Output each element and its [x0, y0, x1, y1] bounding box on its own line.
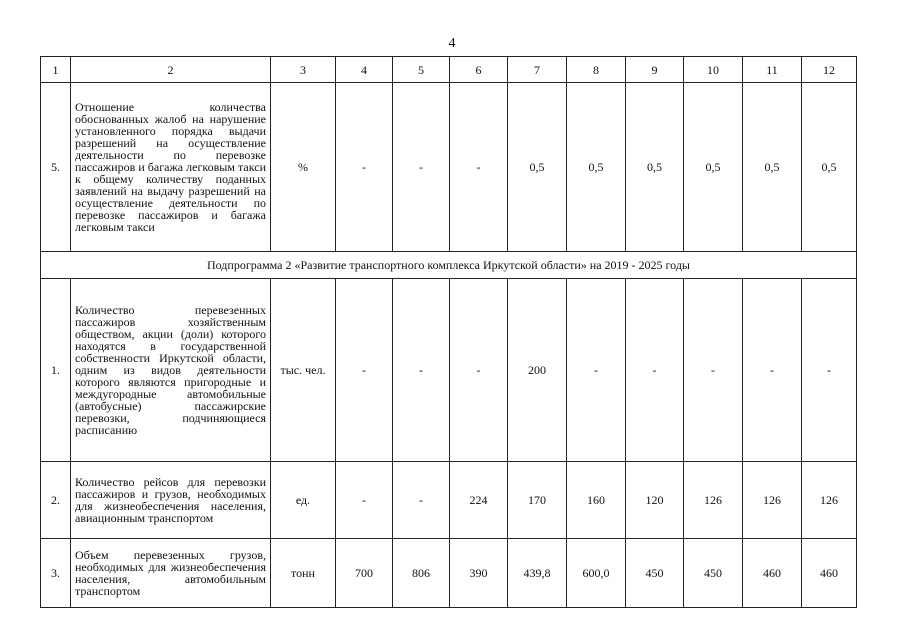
value-cell: 170 [508, 462, 567, 539]
subprogram-row [41, 252, 857, 279]
value-cell: 0,5 [626, 83, 684, 252]
column-header: 6 [450, 57, 508, 83]
value-cell: 120 [626, 462, 684, 539]
value-cell: 390 [450, 539, 508, 608]
value-cell: - [450, 83, 508, 252]
value-cell: - [450, 279, 508, 462]
column-number-row [41, 57, 857, 83]
value-cell: 460 [743, 539, 802, 608]
column-header: 2 [71, 57, 271, 83]
value-cell: 600,0 [567, 539, 626, 608]
value-cell: - [567, 279, 626, 462]
column-header: 11 [743, 57, 802, 83]
row-number: 5. [41, 83, 71, 252]
value-cell: - [684, 279, 743, 462]
column-header: 1 [41, 57, 71, 83]
value-cell: 0,5 [743, 83, 802, 252]
column-header: 5 [393, 57, 450, 83]
table-row [41, 83, 857, 252]
indicator-description: Количество перевезенных пассажиров хозяйственным обществом, акции (доли) которого находятся в государственной собственности Иркутской области, одним из видов деятельности которого являются пригородные и междугородные автомобильные (автобусные) пассажирские перевозки, подчиняющиеся расписанию [71, 279, 271, 462]
value-cell: 450 [684, 539, 743, 608]
value-cell: 126 [743, 462, 802, 539]
page-number: 4 [448, 36, 456, 51]
value-cell: 450 [626, 539, 684, 608]
row-number: 2. [41, 462, 71, 539]
value-cell: - [393, 83, 450, 252]
value-cell: - [336, 462, 393, 539]
subprogram-title: Подпрограмма 2 «Развитие транспортного комплекса Иркутской области» на 2019 - 2025 годы [41, 252, 857, 279]
value-cell: - [393, 462, 450, 539]
value-cell: - [802, 279, 857, 462]
column-header: 4 [336, 57, 393, 83]
indicator-description: Отношение количества обоснованных жалоб на нарушение установленного порядка выдачи разрешений на осуществление деятельности по перевозке пассажиров и багажа легковым такси к общему количеству поданных заявлений на выдачу разрешений на осуществление деятельности по перевозке пассажиров и багажа легковым такси [71, 83, 271, 252]
value-cell: 126 [802, 462, 857, 539]
unit-cell: тонн [271, 539, 336, 608]
value-cell: - [336, 83, 393, 252]
column-header: 7 [508, 57, 567, 83]
value-cell: - [626, 279, 684, 462]
value-cell: 0,5 [802, 83, 857, 252]
value-cell: 0,5 [508, 83, 567, 252]
value-cell: 224 [450, 462, 508, 539]
value-cell: 126 [684, 462, 743, 539]
table-row [41, 539, 857, 608]
indicator-description: Объем перевезенных грузов, необходимых для жизнеобеспечения населения, автомобильным транспортом [71, 539, 271, 608]
column-header: 12 [802, 57, 857, 83]
value-cell: 460 [802, 539, 857, 608]
column-header: 3 [271, 57, 336, 83]
indicator-description: Количество рейсов для перевозки пассажиров и грузов, необходимых для жизнеобеспечения населения, авиационным транспортом [71, 462, 271, 539]
table-row [41, 462, 857, 539]
column-header: 8 [567, 57, 626, 83]
value-cell: - [743, 279, 802, 462]
value-cell: 200 [508, 279, 567, 462]
unit-cell: тыс. чел. [271, 279, 336, 462]
unit-cell: % [271, 83, 336, 252]
value-cell: - [393, 279, 450, 462]
value-cell: 439,8 [508, 539, 567, 608]
value-cell: 0,5 [567, 83, 626, 252]
value-cell: - [336, 279, 393, 462]
value-cell: 806 [393, 539, 450, 608]
row-number: 3. [41, 539, 71, 608]
unit-cell: ед. [271, 462, 336, 539]
row-number: 1. [41, 279, 71, 462]
table-row [41, 279, 857, 462]
column-header: 9 [626, 57, 684, 83]
value-cell: 0,5 [684, 83, 743, 252]
column-header: 10 [684, 57, 743, 83]
value-cell: 160 [567, 462, 626, 539]
value-cell: 700 [336, 539, 393, 608]
indicator-table [40, 56, 857, 608]
